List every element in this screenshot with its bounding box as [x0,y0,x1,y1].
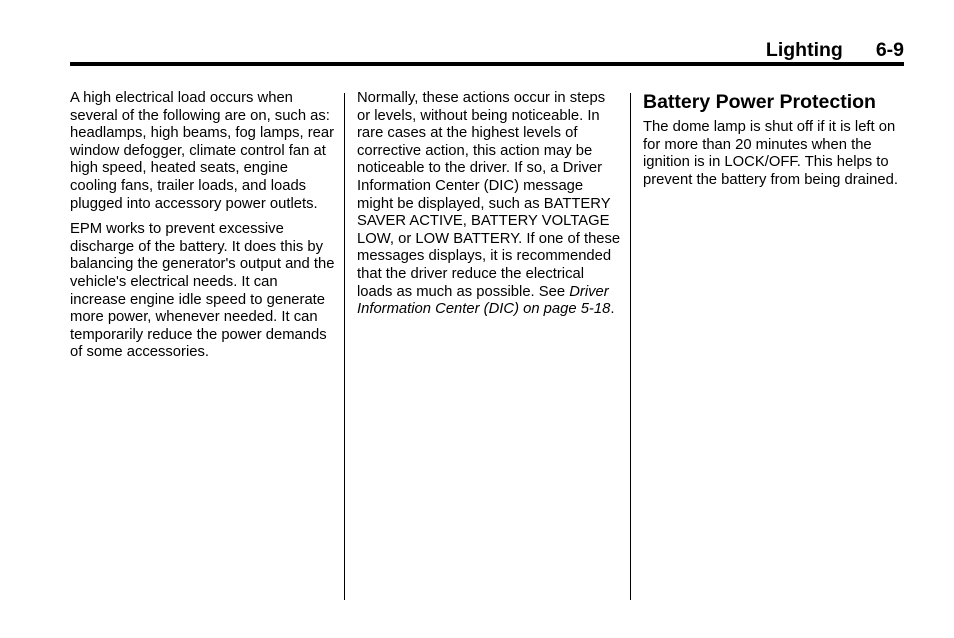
paragraph-corrective-actions [357,90,622,319]
section-heading: Battery Power Protection [643,91,876,113]
paragraph-text: Normally, these actions occur in steps or levels, without being noticeable. In rare cases at the highest levels of corrective action, this action may be noticeable to the driver. If so, a Driver Information Center (DIC) message might be displayed, such as BATTERY SAVER ACTIVE, BATTERY VOLTAGE LOW, or LOW BATTERY. If one of these messages displays, it is recommended that the driver reduce the electrical loads as much as possible. See [357,90,621,300]
column-divider-1 [344,93,345,600]
page-header [766,38,904,62]
header-rule [70,62,904,66]
paragraph-epm: EPM works to prevent excessive discharge of the battery. It does this by balancing the generator's output and the vehicle's electrical needs. It can increase engine idle speed to generate more power, whenever needed. It can temporarily reduce the power demands of some accessories. [70,221,335,361]
column-divider-2 [630,93,631,600]
column-2 [357,90,622,327]
paragraph-high-electrical-load: A high electrical load occurs when several of the following are on, such as: headlamps, high beams, fog lamps, rear window defogger, climate control fan at high speed, heated seats, engine cooling fans, trailer loads, and loads plugged into accessory power outlets. [70,90,335,212]
page-number: 6-9 [875,39,904,61]
section-title: Lighting [765,39,843,61]
paragraph-end: . [610,301,615,318]
column-1 [70,90,335,370]
column-3 [643,90,908,197]
paragraph-battery-protection: The dome lamp is shut off if it is left on for more than 20 minutes when the ignition is in LOCK/OFF. This helps to prevent the battery from being drained. [643,119,898,188]
dic-reference-link[interactable]: Driver Information Center (DIC) on page 5-18 [357,283,611,318]
